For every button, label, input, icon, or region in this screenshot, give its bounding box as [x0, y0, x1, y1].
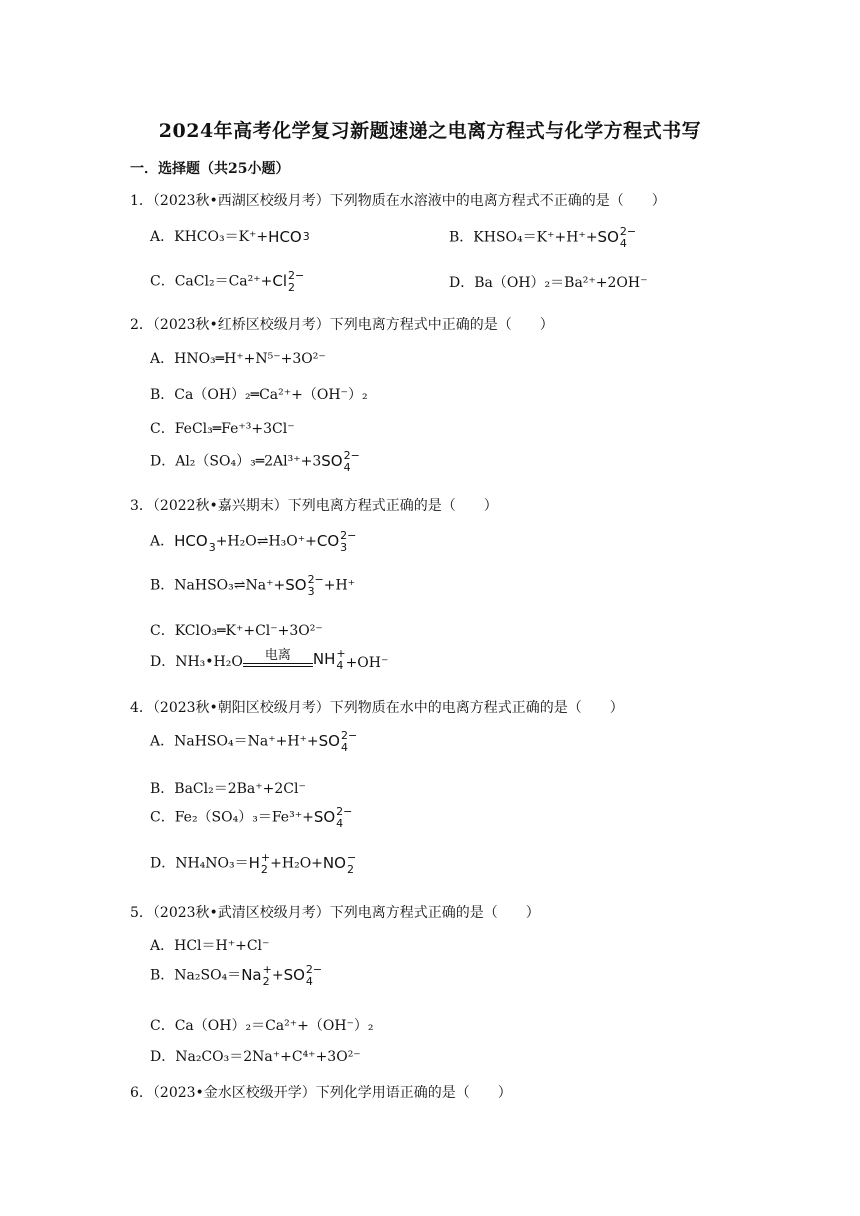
option-text: C．Fe₂（SO₄）₃＝Fe³⁺+: [150, 809, 314, 826]
option-text: +: [271, 967, 284, 984]
option-b: [449, 226, 636, 249]
option-d: D．Na₂CO₃＝2Na⁺+C⁴⁺+3O²⁻: [150, 1049, 361, 1065]
option-text: +OH⁻: [345, 655, 389, 672]
question-stem: 6．（2023•金水区校级开学）下列化学用语正确的是（ ）: [130, 1085, 512, 1101]
option-c: [150, 270, 304, 293]
option-text: D．Al₂（SO₄）₃═2Al³⁺+3: [150, 453, 322, 470]
question-stem: 1．（2023秋•西湖区校级月考）下列物质在水溶液中的电离方程式不正确的是（ ）: [130, 193, 666, 209]
option-text: +H₂O+: [270, 855, 323, 872]
option-a: A．HCl＝H⁺+Cl⁻: [150, 938, 270, 954]
option-a: [150, 226, 310, 246]
ionization-arrow: 电离: [243, 649, 313, 671]
ion-formula: Na + 2: [241, 963, 272, 988]
option-text: A．: [150, 533, 175, 550]
option-d: [150, 648, 388, 671]
option-a: A．HNO₃═H⁺+N⁵⁻+3O²⁻: [150, 351, 326, 367]
ion-formula: HCO 3: [174, 532, 216, 554]
option-text: A．NaHSO₄＝Na⁺+H⁺+: [150, 733, 319, 750]
option-b: [150, 964, 322, 987]
question-stem: 2．（2023秋•红桥区校级月考）下列电离方程式中正确的是（ ）: [130, 317, 554, 333]
option-text: D．NH₃•H₂O: [150, 654, 243, 671]
ion-formula: SO 2− 4: [597, 225, 637, 250]
option-b: B．BaCl₂＝2Ba⁺+2Cl⁻: [150, 781, 306, 797]
ion-formula: Cl 2− 2: [272, 269, 305, 294]
option-text: A．KHCO₃＝K⁺+: [150, 229, 269, 245]
option-c: C．KClO₃═K⁺+Cl⁻+3O²⁻: [150, 623, 323, 639]
option-c: C．Ca（OH）₂＝Ca²⁺+（OH⁻）₂: [150, 1018, 374, 1034]
option-b: B．Ca（OH）₂═Ca²⁺+（OH⁻）₂: [150, 387, 368, 403]
option-d: D．Ba（OH）₂＝Ba²⁺+2OH⁻: [449, 275, 648, 291]
ion-formula: NH + 4: [312, 647, 346, 672]
page-title: 2024年高考化学复习新题速递之电离方程式与化学方程式书写: [158, 120, 702, 142]
ion-formula: SO 2− 4: [283, 963, 323, 988]
option-b: [150, 574, 355, 597]
option-text: D．NH₄NO₃＝: [150, 855, 249, 872]
option-text: B．Na₂SO₄＝: [150, 967, 242, 984]
ion-formula: SO 2− 4: [321, 449, 360, 474]
option-c: C．FeCl₃═Fe⁺³+3Cl⁻: [150, 421, 295, 437]
ion-formula: SO 2− 3: [285, 573, 324, 598]
section-heading: 一．选择题（共25小题）: [130, 161, 290, 177]
option-c: [150, 806, 352, 829]
ion-formula: NO − 2: [322, 851, 357, 876]
ion-formula: CO 2− 3: [316, 529, 357, 554]
option-d: [150, 450, 360, 473]
ion-formula: HCO 3: [268, 227, 310, 246]
ion-formula: H + 2: [248, 851, 271, 876]
option-text: C．CaCl₂＝Ca²⁺+: [150, 273, 273, 290]
option-a: [150, 730, 357, 753]
ion-formula: SO 2− 4: [318, 729, 358, 754]
option-d: [150, 852, 356, 875]
option-text: +H₂O⇌H₃O⁺+: [215, 533, 317, 550]
option-text: +H⁺: [323, 577, 356, 594]
option-text: B．KHSO₄＝K⁺+H⁺+: [449, 229, 598, 246]
question-stem: 5．（2023秋•武清区校级月考）下列电离方程式正确的是（ ）: [130, 905, 540, 921]
option-text: B．NaHSO₃⇌Na⁺+: [150, 577, 286, 594]
question-stem: 3．（2022秋•嘉兴期末）下列电离方程式正确的是（ ）: [130, 498, 498, 514]
ion-formula: SO 2− 4: [313, 805, 353, 830]
question-stem: 4．（2023秋•朝阳区校级月考）下列物质在水中的电离方程式正确的是（ ）: [130, 700, 624, 716]
option-a: [150, 530, 356, 553]
